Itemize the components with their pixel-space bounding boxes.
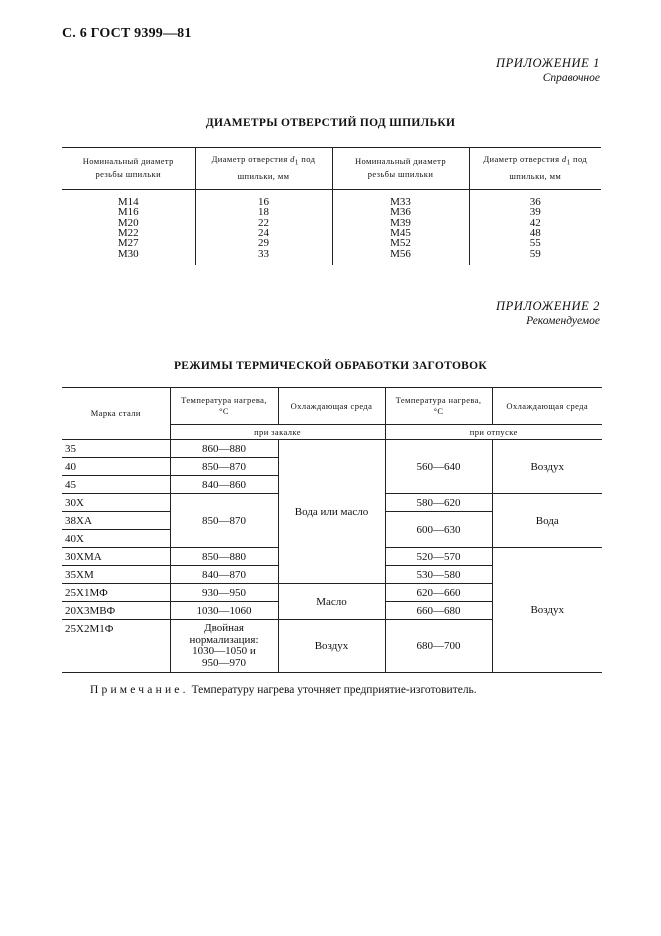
cell-quench-temp: 1030—1060 [170,602,278,620]
cell-temper-temp: 520—570 [385,548,492,566]
cell-hole: 36 [529,195,541,208]
header-text: Температура нагрева, [395,395,482,405]
cell-thread: M22 [62,228,195,238]
cell-text: 950—970 [202,656,246,669]
cell-hole: 39 [529,206,541,219]
header-text: шпильки, мм [237,170,290,181]
cell-hole: 24 [195,228,332,238]
cell-thread: M16 [62,207,195,217]
cell-quench-temp: 850—870 [170,494,278,548]
cell-temper-temp: 600—630 [385,512,492,548]
appendix-2-label [496,299,600,327]
cell-hole: 22 [195,218,332,228]
table-row [62,218,601,228]
cell-hole: 42 [529,216,541,229]
header-temper-medium: Охлаждающая среда [492,388,602,425]
cell-hole: 18 [195,207,332,217]
cell-steel: 40Х [62,530,170,548]
header-var: d [290,154,295,164]
cell-quench-temp: 840—870 [170,566,278,584]
cell-quench-temp [170,620,278,673]
cell-thread: M36 [332,207,469,217]
header-quench-temp [170,388,278,425]
cell-thread: M33 [332,189,469,207]
cell-quench-temp: 840—860 [170,476,278,494]
header-text: Температура нагрева, [181,395,267,405]
header-text: резьбы шпильки [95,168,162,179]
cell-hole: 16 [195,189,332,207]
header-text: °С [433,406,444,416]
cell-temper-temp: 660—680 [385,602,492,620]
cell-thread: M52 [332,238,469,248]
cell-hole: 55 [529,237,541,250]
header-text: Номинальный диаметр [82,155,174,166]
cell-thread: M45 [332,228,469,238]
table-row [62,228,601,238]
cell-temper-temp: 530—580 [385,566,492,584]
header-quench-medium: Охлаждающая среда [278,388,385,425]
cell-text: Двойная [204,622,244,634]
header-hole-diameter [195,148,332,190]
table-row [62,440,602,458]
cell-quench-temp: 850—870 [170,458,278,476]
note [90,684,477,696]
cell-steel: 35ХМ [62,566,170,584]
header-text: резьбы шпильки [367,168,434,179]
cell-steel: 25Х2М1Ф [62,620,170,673]
cell-temper-temp: 620—660 [385,584,492,602]
cell-thread: M27 [62,238,195,248]
cell-steel: 30ХМА [62,548,170,566]
cell-quench-medium: Масло [278,584,385,620]
header-text: шпильки, мм [509,170,562,181]
table-2-title: РЕЖИМЫ ТЕРМИЧЕСКОЙ ОБРАБОТКИ ЗАГОТОВОК [173,360,488,372]
cell-steel: 30Х [62,494,170,512]
table-1-title: ДИАМЕТРЫ ОТВЕРСТИЙ ПОД ШПИЛЬКИ [205,117,456,129]
note-text: Температуру нагрева уточняет предприятие-изготовитель. [188,684,477,696]
note-label: Примечание. [90,684,189,696]
header-text: Номинальный диаметр [354,155,447,166]
cell-thread: M56 [332,249,469,265]
cell-steel: 25Х1МФ [62,584,170,602]
page-header: С. 6 ГОСТ 9399—81 [62,26,192,41]
cell-quench-temp: 850—880 [170,548,278,566]
cell-temper-temp: 680—700 [385,620,492,673]
table-row [62,189,601,207]
cell-thread: M14 [62,189,195,207]
header-hole-diameter-2 [469,148,601,190]
table-row [62,207,601,217]
cell-thread: M30 [62,249,195,265]
header-text: °С [219,406,229,416]
cell-text: нормализация: [189,633,259,646]
cell-steel: 40 [62,458,170,476]
cell-hole: 59 [529,247,541,260]
cell-quench-temp: 860—880 [170,440,278,458]
cell-text: 1030—1050 и [192,645,256,657]
cell-temper-temp: 580—620 [385,494,492,512]
header-text: Диаметр отверстия [211,154,291,164]
cell-steel: 38ХА [62,512,170,530]
cell-steel: 20Х3МВФ [62,602,170,620]
cell-thread: M20 [62,218,195,228]
cell-temper-medium: Вода [492,494,602,548]
cell-hole: 33 [195,249,332,265]
hole-diameters-table [62,147,601,265]
cell-steel: 45 [62,476,170,494]
cell-hole: 48 [529,226,541,239]
header-nominal-diameter [62,148,195,190]
header-text: Диаметр отверстия [483,154,562,164]
appendix-2-title: ПРИЛОЖЕНИЕ 2 [495,299,600,313]
cell-temper-medium: Воздух [492,548,602,673]
header-temper-temp [385,388,492,425]
cell-thread: M39 [332,218,469,228]
appendix-1-label [496,56,600,84]
cell-quench-medium: Вода или масло [278,440,385,584]
table-header-row [62,148,601,190]
table-row [62,238,601,248]
header-steel-grade: Марка стали [62,388,170,440]
appendix-2-subtitle: Рекомендуемое [526,315,600,327]
heat-treatment-table [62,387,602,673]
header-sub: 1 [566,158,571,167]
cell-quench-temp: 930—950 [170,584,278,602]
header-nominal-diameter-2 [332,148,469,190]
header-text: под [570,154,588,164]
appendix-1-subtitle: Справочное [542,72,600,84]
table-row [62,249,601,265]
header-text: под [298,154,316,164]
header-sub: 1 [294,158,299,167]
header-tempering: при отпуске [385,425,602,440]
header-quenching: при закалке [170,425,385,440]
cell-temper-medium: Воздух [492,440,602,494]
table-header-row [62,388,602,425]
cell-steel: 35 [62,440,170,458]
cell-temper-temp: 560—640 [385,440,492,494]
cell-hole: 29 [195,238,332,248]
appendix-1-title: ПРИЛОЖЕНИЕ 1 [495,56,600,70]
header-var: d [561,154,567,164]
cell-quench-medium: Воздух [278,620,385,673]
